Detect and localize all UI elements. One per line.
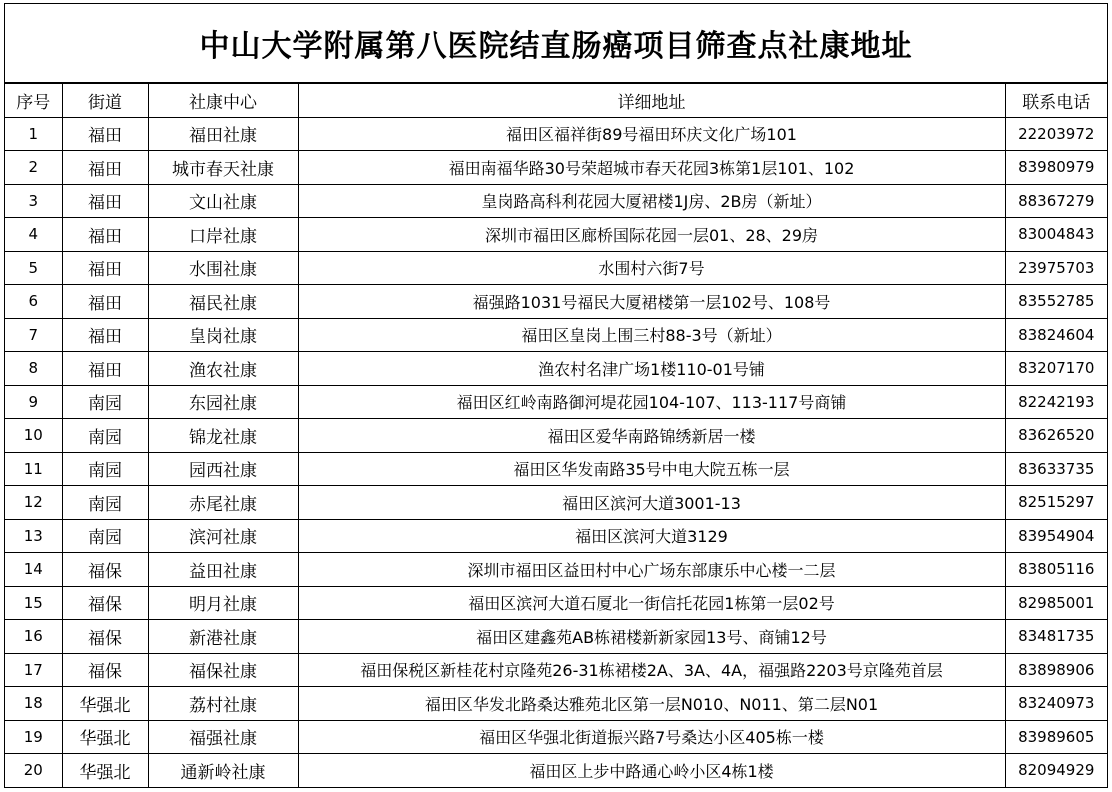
- cell-address: 水围村六街7号: [298, 251, 1005, 285]
- table-row: [5, 218, 1107, 252]
- cell-address: 深圳市福田区廊桥国际花园一层01、28、29房: [298, 218, 1005, 252]
- cell-center: 新港社康: [148, 620, 298, 654]
- cell-center: 福强社康: [148, 720, 298, 754]
- cell-address: 福田区滨河大道石厦北一街信托花园1栋第一层02号: [298, 586, 1005, 620]
- cell-street: 南园: [62, 519, 148, 553]
- cell-street: 福保: [62, 553, 148, 587]
- cell-center: 明月社康: [148, 586, 298, 620]
- cell-index: 13: [5, 519, 62, 553]
- cell-center: 城市春天社康: [148, 151, 298, 185]
- cell-phone: 83989605: [1005, 720, 1107, 754]
- cell-address: 福强路1031号福民大厦裙楼第一层102号、108号: [298, 285, 1005, 319]
- cell-address: 福田区爱华南路锦绣新居一楼: [298, 419, 1005, 453]
- cell-index: 12: [5, 486, 62, 520]
- table-body: [5, 117, 1107, 787]
- table-row: [5, 553, 1107, 587]
- cell-street: 福田: [62, 151, 148, 185]
- table-row: [5, 419, 1107, 453]
- cell-street: 福保: [62, 653, 148, 687]
- cell-phone: 83626520: [1005, 419, 1107, 453]
- page-title: 中山大学附属第八医院结直肠癌项目筛查点社康地址: [5, 4, 1107, 83]
- cell-phone: 83980979: [1005, 151, 1107, 185]
- cell-street: 南园: [62, 452, 148, 486]
- table-row: [5, 486, 1107, 520]
- table-row: [5, 754, 1107, 787]
- cell-center: 益田社康: [148, 553, 298, 587]
- table-row: [5, 352, 1107, 386]
- cell-index: 4: [5, 218, 62, 252]
- cell-phone: 22203972: [1005, 117, 1107, 151]
- cell-street: 南园: [62, 385, 148, 419]
- cell-index: 6: [5, 285, 62, 319]
- cell-index: 8: [5, 352, 62, 386]
- clinic-table: [5, 83, 1107, 787]
- cell-address: 福田区福祥街89号福田环庆文化广场101: [298, 117, 1005, 151]
- table-row: [5, 385, 1107, 419]
- cell-street: 福田: [62, 318, 148, 352]
- cell-street: 华强北: [62, 754, 148, 787]
- cell-phone: 82515297: [1005, 486, 1107, 520]
- cell-address: 福田区红岭南路御河堤花园104-107、113-117号商铺: [298, 385, 1005, 419]
- cell-address: 皇岗路高科利花园大厦裙楼1J房、2B房（新址）: [298, 184, 1005, 218]
- cell-phone: 82094929: [1005, 754, 1107, 787]
- cell-center: 东园社康: [148, 385, 298, 419]
- cell-address: 福田区皇岗上围三村88-3号（新址）: [298, 318, 1005, 352]
- cell-address: 福田区滨河大道3129: [298, 519, 1005, 553]
- cell-center: 赤尾社康: [148, 486, 298, 520]
- cell-index: 18: [5, 687, 62, 721]
- cell-address: 渔农村名津广场1楼110-01号铺: [298, 352, 1005, 386]
- cell-phone: 83481735: [1005, 620, 1107, 654]
- cell-index: 14: [5, 553, 62, 587]
- cell-address: 福田区建鑫苑AB栋裙楼新新家园13号、商铺12号: [298, 620, 1005, 654]
- cell-center: 滨河社康: [148, 519, 298, 553]
- cell-phone: 88367279: [1005, 184, 1107, 218]
- cell-street: 福保: [62, 586, 148, 620]
- cell-address: 福田区华强北街道振兴路7号桑达小区405栋一楼: [298, 720, 1005, 754]
- table-row: [5, 184, 1107, 218]
- table-row: [5, 687, 1107, 721]
- header-center: 社康中心: [148, 84, 298, 118]
- cell-street: 南园: [62, 419, 148, 453]
- cell-phone: 83633735: [1005, 452, 1107, 486]
- cell-street: 福田: [62, 117, 148, 151]
- table-row: [5, 620, 1107, 654]
- cell-index: 5: [5, 251, 62, 285]
- cell-index: 16: [5, 620, 62, 654]
- table-row: [5, 720, 1107, 754]
- cell-center: 文山社康: [148, 184, 298, 218]
- table-row: [5, 318, 1107, 352]
- header-index: 序号: [5, 84, 62, 118]
- cell-phone: 83954904: [1005, 519, 1107, 553]
- header-phone: 联系电话: [1005, 84, 1107, 118]
- table-row: [5, 151, 1107, 185]
- cell-street: 福田: [62, 218, 148, 252]
- cell-index: 3: [5, 184, 62, 218]
- cell-address: 福田区上步中路通心岭小区4栋1楼: [298, 754, 1005, 787]
- cell-index: 2: [5, 151, 62, 185]
- cell-index: 11: [5, 452, 62, 486]
- spreadsheet: [4, 3, 1108, 788]
- cell-phone: 83898906: [1005, 653, 1107, 687]
- cell-address: 福田保税区新桂花村京隆苑26-31栋裙楼2A、3A、4A，福强路2203号京隆苑首层: [298, 653, 1005, 687]
- cell-address: 深圳市福田区益田村中心广场东部康乐中心楼一二层: [298, 553, 1005, 587]
- header-street: 街道: [62, 84, 148, 118]
- cell-address: 福田区滨河大道3001-13: [298, 486, 1005, 520]
- cell-street: 福田: [62, 285, 148, 319]
- header-row: [5, 84, 1107, 118]
- cell-center: 通新岭社康: [148, 754, 298, 787]
- cell-index: 20: [5, 754, 62, 787]
- cell-phone: 23975703: [1005, 251, 1107, 285]
- cell-index: 19: [5, 720, 62, 754]
- table-row: [5, 452, 1107, 486]
- cell-index: 17: [5, 653, 62, 687]
- table-row: [5, 586, 1107, 620]
- cell-street: 华强北: [62, 720, 148, 754]
- cell-address: 福田区华发南路35号中电大院五栋一层: [298, 452, 1005, 486]
- cell-index: 10: [5, 419, 62, 453]
- cell-phone: 83004843: [1005, 218, 1107, 252]
- cell-center: 园西社康: [148, 452, 298, 486]
- cell-street: 福田: [62, 184, 148, 218]
- cell-phone: 83805116: [1005, 553, 1107, 587]
- cell-street: 南园: [62, 486, 148, 520]
- cell-street: 华强北: [62, 687, 148, 721]
- table-row: [5, 285, 1107, 319]
- cell-index: 1: [5, 117, 62, 151]
- cell-phone: 82985001: [1005, 586, 1107, 620]
- cell-center: 锦龙社康: [148, 419, 298, 453]
- cell-index: 7: [5, 318, 62, 352]
- table-row: [5, 653, 1107, 687]
- cell-center: 福民社康: [148, 285, 298, 319]
- cell-phone: 83207170: [1005, 352, 1107, 386]
- cell-phone: 83824604: [1005, 318, 1107, 352]
- cell-center: 渔农社康: [148, 352, 298, 386]
- cell-address: 福田南福华路30号荣超城市春天花园3栋第1层101、102: [298, 151, 1005, 185]
- cell-center: 口岸社康: [148, 218, 298, 252]
- cell-center: 福田社康: [148, 117, 298, 151]
- cell-phone: 83552785: [1005, 285, 1107, 319]
- cell-center: 福保社康: [148, 653, 298, 687]
- cell-phone: 82242193: [1005, 385, 1107, 419]
- cell-index: 15: [5, 586, 62, 620]
- table-row: [5, 519, 1107, 553]
- header-address: 详细地址: [298, 84, 1005, 118]
- cell-street: 福保: [62, 620, 148, 654]
- cell-street: 福田: [62, 352, 148, 386]
- cell-phone: 83240973: [1005, 687, 1107, 721]
- cell-index: 9: [5, 385, 62, 419]
- cell-street: 福田: [62, 251, 148, 285]
- cell-address: 福田区华发北路桑达雅苑北区第一层N010、N011、第二层N01: [298, 687, 1005, 721]
- cell-center: 荔村社康: [148, 687, 298, 721]
- table-row: [5, 251, 1107, 285]
- cell-center: 水围社康: [148, 251, 298, 285]
- cell-center: 皇岗社康: [148, 318, 298, 352]
- table-row: [5, 117, 1107, 151]
